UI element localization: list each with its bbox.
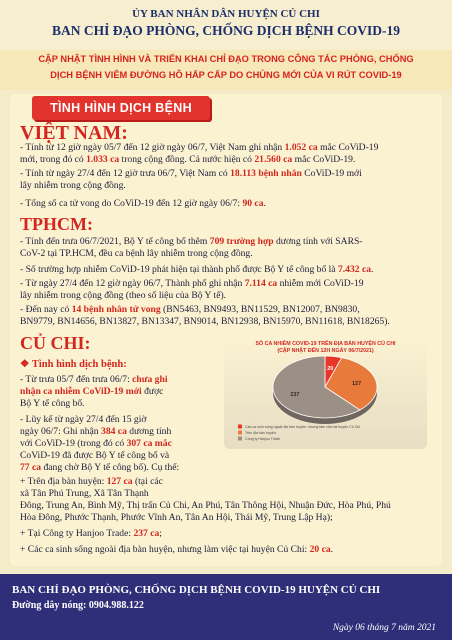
- chart-subtitle: (CẬP NHẬT ĐẾN 12H NGÀY 06/7/2021): [277, 348, 374, 354]
- vietnam-paragraph-1: - Tính từ 12 giờ ngày 05/7 đến 12 giờ ngày 06/7, Việt Nam ghi nhận 1.052 ca mắc CoViD-19: [20, 142, 379, 153]
- cuchi-line: - Lũy kế từ ngày 27/4 đến 15 giờ: [20, 414, 147, 425]
- banner-line-2: DỊCH BỆNH VIÊM ĐƯỜNG HÔ HẤP CẤP DO CHỦNG MỚI CỦA VI RÚT COVID-19: [50, 70, 402, 80]
- cuchi-subheading: ❖ Tình hình dịch bệnh:: [20, 359, 127, 370]
- legend-label: Công ty Hanjoo Trade: [245, 437, 280, 441]
- legend-label: Trên địa bàn huyện: [245, 431, 276, 435]
- vietnam-paragraph-3: - Tổng số ca tử vong do CoViD-19 đến 12 giờ ngày 06/7: 90 ca.: [20, 198, 266, 209]
- cuchi-line: + Các ca sinh sống ngoài địa bàn huyện, nhưng làm việc tại huyện Củ Chi: 20 ca.: [20, 544, 334, 555]
- hcm-paragraph-4: - Đến nay có 14 bệnh nhân tử vong (BN5463, BN9493, BN11529, BN12007, BN9830,: [20, 304, 360, 315]
- footer-date: Ngày 06 tháng 7 năm 2021: [332, 623, 436, 633]
- cuchi-line: xã Tân Phú Trung, Xã Tân Thạnh: [20, 488, 149, 499]
- hcm-paragraph-1: - Tính đến trưa 06/7/2021, Bộ Y tế công bố thêm 709 trường hợp dương tính với SARS-: [20, 236, 363, 247]
- pie-chart-panel: [224, 337, 427, 449]
- header-agency: ỦY BAN NHÂN DÂN HUYỆN CỦ CHI: [132, 8, 320, 20]
- legend-swatch: [238, 425, 242, 429]
- footer-committee: BAN CHỈ ĐẠO PHÒNG, CHỐNG DỊCH BỆNH COVID-19 HUYỆN CỦ CHI: [12, 584, 381, 596]
- cuchi-line: + Tại Công ty Hanjoo Trade: 237 ca;: [20, 528, 162, 539]
- cuchi-line: với CoViD-19 (trong đó có 307 ca mắc: [20, 438, 172, 449]
- cuchi-line: nhận ca nhiễm CoViD-19 mới được: [20, 386, 164, 397]
- cuchi-line: ngày 06/7: Ghi nhận 384 ca dương tính: [20, 426, 172, 437]
- chart-title: SỐ CA NHIỄM COVID-19 TRÊN ĐỊA BÀN HUYỆN CỦ CHI: [255, 341, 396, 347]
- hcm-heading: TPHCM:: [20, 214, 93, 234]
- cuchi-heading: CỦ CHI:: [20, 333, 91, 353]
- section-title: TÌNH HÌNH DỊCH BỆNH: [32, 96, 210, 120]
- footer: [0, 574, 452, 640]
- cuchi-line: CoViD-19 đã được Bộ Y tế công bố và: [20, 450, 170, 461]
- hcm-paragraph-3b: lây nhiễm trong cộng đồng (theo số liệu của Bộ Y tế).: [20, 290, 227, 301]
- vietnam-paragraph-2: - Tính từ ngày 27/4 đến 12 giờ trưa 06/7, Việt Nam có 18.113 bệnh nhân CoViD-19 mới: [20, 168, 362, 179]
- vietnam-paragraph-1b: mới, trong đó có 1.033 ca trong cộng đồng. Cả nước hiện có 21.560 ca mắc CoViD-19.: [20, 154, 356, 165]
- pie-data-label: 20: [327, 366, 334, 373]
- legend-swatch: [238, 437, 242, 441]
- cuchi-line: Hòa Đông, Phước Thạnh, Phước Vĩnh An, Tân An Hội, Thái Mỹ, Trung Lập Hạ);: [20, 512, 333, 523]
- update-banner: [0, 50, 452, 90]
- cuchi-line: - Từ trưa 05/7 đến trưa 06/7: chưa ghi: [20, 374, 168, 385]
- hcm-paragraph-4b: BN9779, BN14656, BN13827, BN13347, BN9014, BN12938, BN15970, BN11618, BN18265).: [20, 316, 390, 327]
- banner-line-1: CẬP NHẬT TÌNH HÌNH VÀ TRIỂN KHAI CHỈ ĐẠO TRONG CÔNG TÁC PHÒNG, CHỐNG: [38, 54, 414, 64]
- hcm-paragraph-2: - Số trường hợp nhiễm CoViD-19 phát hiện tại thành phố được Bộ Y tế công bố là 7.432 ca.: [20, 264, 374, 275]
- footer-hotline: Đường dây nóng: 0904.988.122: [12, 600, 144, 611]
- cuchi-line: + Trên địa bàn huyện: 127 ca (tại các: [20, 476, 163, 487]
- cuchi-line: 77 ca đang chờ Bộ Y tế công bố). Cụ thể:: [20, 462, 180, 473]
- cuchi-line: Đông, Trung An, Bình Mỹ, Thị trấn Củ Chi, An Phú, Tân Thông Hội, Nhuận Đức, Hòa Phú, Phú: [20, 500, 391, 511]
- pie-data-label: 127: [351, 381, 362, 388]
- vietnam-paragraph-2b: lây nhiễm trong cộng đồng.: [20, 180, 126, 191]
- legend-swatch: [238, 431, 242, 435]
- cuchi-line: Bộ Y tế công bố.: [20, 398, 85, 409]
- hcm-paragraph-1b: CoV-2 tại TP.HCM, đều ca bệnh lây nhiễm trong cộng đồng.: [20, 248, 253, 259]
- pie-data-label: 237: [290, 391, 300, 398]
- vietnam-heading: VIỆT NAM:: [20, 122, 128, 144]
- header: [0, 0, 452, 50]
- hcm-paragraph-3: - Từ ngày 27/4 đến 12 giờ ngày 06/7, Thành phố ghi nhận 7.114 ca nhiễm mới CoViD-19: [20, 278, 364, 289]
- legend-label: Các ca sinh sống ngoài địa bàn huyện, nhưng làm việc tại huyện Củ Chi: [245, 425, 361, 429]
- header-committee: BAN CHỈ ĐẠO PHÒNG, CHỐNG DỊCH BỆNH COVID-19: [51, 23, 400, 38]
